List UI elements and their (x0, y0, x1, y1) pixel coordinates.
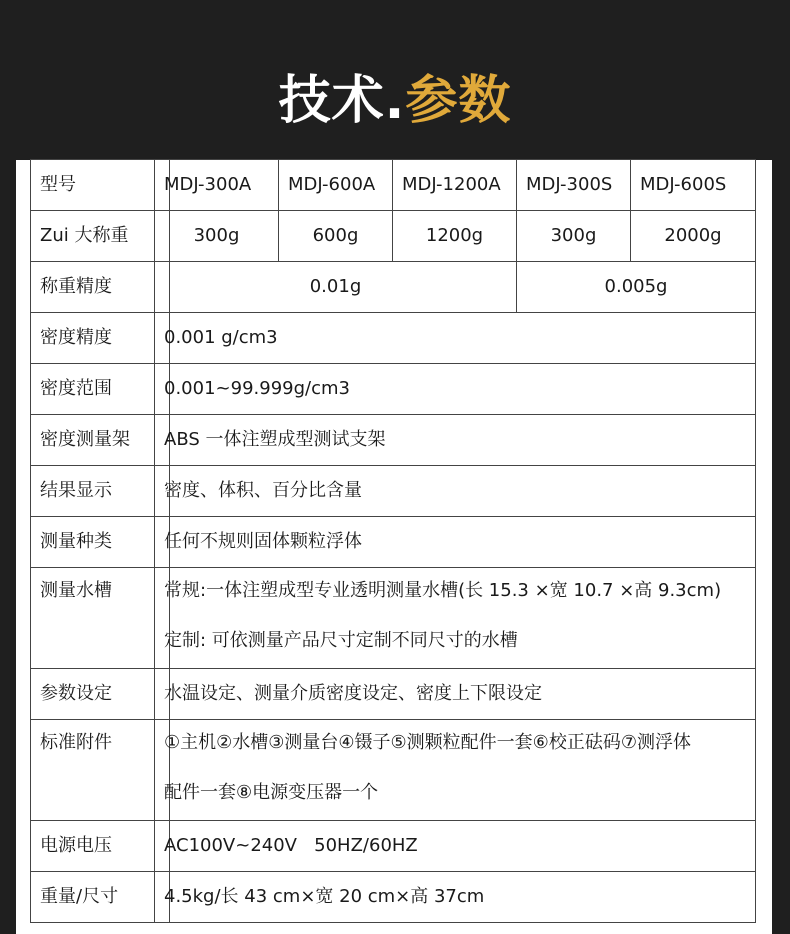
title-part-gold: 参数 (405, 71, 512, 131)
header-banner (0, 0, 790, 160)
model-cell: MDJ-1200A (392, 159, 517, 211)
water-tank-line-2: 定制: 可依测量产品尺寸定制不同尺寸的水槽 (164, 630, 518, 651)
accessories-line-1: ①主机②水槽③测量台④镊子⑤测颗粒配件一套⑥校正砝码⑦测浮体 (164, 732, 691, 753)
label-weight-size: 重量/尺寸 (30, 871, 170, 923)
label-density-frame: 密度测量架 (30, 414, 170, 466)
water-tank-value (154, 567, 756, 669)
label-accessories: 标准附件 (30, 719, 170, 821)
page-title (0, 70, 790, 132)
param-setting-value: 水温设定、测量介质密度设定、密度上下限设定 (154, 668, 756, 720)
label-model: 型号 (30, 159, 170, 211)
model-cell: MDJ-600A (278, 159, 393, 211)
capacity-cell: 1200g (392, 210, 517, 262)
density-frame-value: ABS 一体注塑成型测试支架 (154, 414, 756, 466)
power-value: AC100V~240V 50HZ/60HZ (154, 820, 756, 872)
accessories-line-2: 配件一套⑧电源变压器一个 (164, 782, 379, 803)
label-power: 电源电压 (30, 820, 170, 872)
label-weighing-precision: 称重精度 (30, 261, 170, 313)
title-part-white: 技术. (278, 71, 406, 131)
model-cell: MDJ-600S (630, 159, 756, 211)
model-cell: MDJ-300S (516, 159, 631, 211)
model-cell: MDJ-300A (154, 159, 279, 211)
accessories-value (154, 719, 756, 821)
label-density-range: 密度范围 (30, 363, 170, 415)
capacity-cell: 300g (516, 210, 631, 262)
density-range-value: 0.001~99.999g/cm3 (154, 363, 756, 415)
label-param-setting: 参数设定 (30, 668, 170, 720)
label-density-precision: 密度精度 (30, 312, 170, 364)
capacity-cell: 600g (278, 210, 393, 262)
weight-size-value: 4.5kg/长 43 cm×宽 20 cm×高 37cm (154, 871, 756, 923)
label-water-tank: 测量水槽 (30, 567, 170, 669)
water-tank-line-1: 常规:一体注塑成型专业透明测量水槽(长 15.3 ×宽 10.7 ×高 9.3cm) (164, 580, 722, 601)
label-result-display: 结果显示 (30, 465, 170, 517)
label-measure-type: 测量种类 (30, 516, 170, 568)
capacity-cell: 300g (154, 210, 279, 262)
precision-cell: 0.01g (154, 261, 517, 313)
capacity-cell: 2000g (630, 210, 756, 262)
label-max-capacity: Zui 大称重 (30, 210, 170, 262)
spec-table (16, 160, 772, 934)
density-precision-value: 0.001 g/cm3 (154, 312, 756, 364)
precision-cell: 0.005g (516, 261, 756, 313)
result-display-value: 密度、体积、百分比含量 (154, 465, 756, 517)
measure-type-value: 任何不规则固体颗粒浮体 (154, 516, 756, 568)
